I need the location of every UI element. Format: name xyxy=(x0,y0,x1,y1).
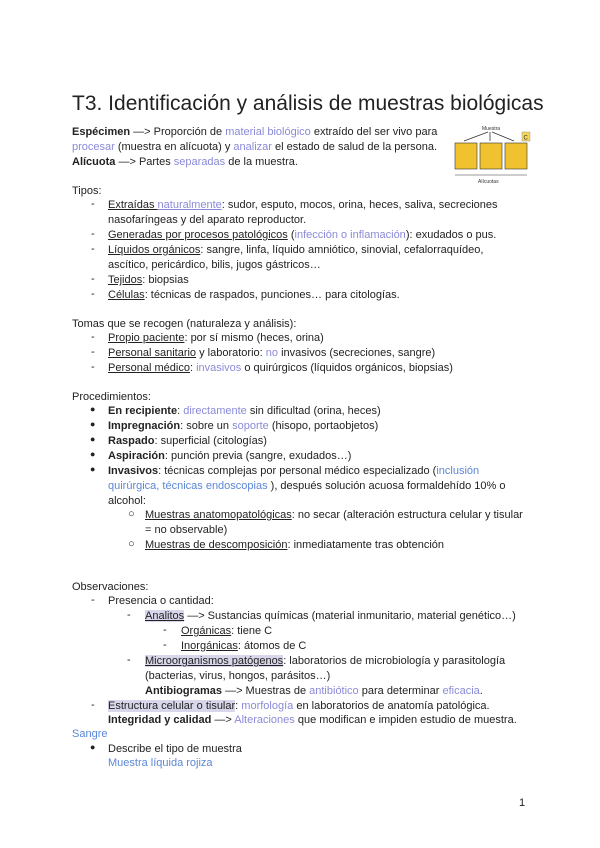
page-number: 1 xyxy=(519,797,526,809)
tipos-item-2: Generadas por procesos patológicos (infección o inflamación): exudados o pus. xyxy=(108,229,497,241)
bullet-marker: ● xyxy=(90,742,96,752)
sangre-bullet: Describe el tipo de muestra xyxy=(108,743,242,755)
list-dash: - xyxy=(91,699,95,711)
sangre-link[interactable]: Sangre xyxy=(72,728,108,740)
obs-integridad: Integridad y calidad —> Alteraciones que modifican e impiden estudio de muestra. xyxy=(108,714,517,726)
aliquot-figure xyxy=(452,123,532,185)
list-dash: - xyxy=(91,594,95,606)
page-title: T3. Identificación y análisis de muestras biológicas xyxy=(72,92,544,115)
tipos-item-5: Células: técnicas de raspados, punciones… para citologías. xyxy=(108,289,400,301)
figure-tag: C xyxy=(523,135,528,142)
tipos-item-3: Líquidos orgánicos: sangre, linfa, líquido amniótico, sinovial, cefalorraquídeo, xyxy=(108,244,484,256)
tipos-item-3-cont: ascítico, pericárdico, bilis, jugos gástricos… xyxy=(108,259,321,271)
obs-item-1: Presencia o cantidad: xyxy=(108,595,214,607)
proc-sub-2: Muestras de descomposición: inmediatamente tras obtención xyxy=(145,539,445,551)
list-dash: - xyxy=(127,609,131,621)
tomas-item-2: Personal sanitario y laboratorio: no invasivos (secreciones, sangre) xyxy=(108,347,436,359)
list-dash: - xyxy=(91,273,95,285)
tomas-heading: Tomas que se recogen (naturaleza y análisis): xyxy=(72,318,297,330)
obs-organicas: Orgánicas: tiene C xyxy=(181,625,273,637)
obs-antibiogramas: Antibiogramas —> Muestras de antibiótico para determinar eficacia. xyxy=(145,685,483,697)
tomas-item-1: Propio paciente: por sí mismo (heces, orina) xyxy=(108,332,324,344)
proc-item-4: Aspiración: punción previa (sangre, exudados…) xyxy=(108,450,352,462)
list-dash: - xyxy=(163,639,167,651)
proc-item-1: En recipiente: directamente sin dificultad (orina, heces) xyxy=(108,405,381,417)
figure-bottom-label: Alícuotas xyxy=(478,179,499,185)
bullet-marker: ● xyxy=(90,464,96,474)
especimen-line: Espécimen —> Proporción de material biológico extraído del ser vivo para xyxy=(72,126,438,138)
procedimientos-heading: Procedimientos: xyxy=(72,391,151,403)
inclusion-link[interactable]: inclusión xyxy=(436,465,480,477)
tipos-item-1: Extraídas naturalmente: sudor, esputo, mocos, orina, heces, saliva, secreciones xyxy=(108,199,498,211)
figure-top-label: Muestra xyxy=(482,126,501,132)
list-dash: - xyxy=(91,228,95,240)
tecnicas-link[interactable]: quirúrgica, técnicas endoscopias xyxy=(108,480,268,492)
proc-item-5-cont: quirúrgica, técnicas endoscopias ), después solución acuosa formaldehído 10% o xyxy=(108,480,506,492)
obs-micro-cont: (bacterias, virus, hongos, parásitos…) xyxy=(145,670,331,682)
proc-item-5: Invasivos: técnicas complejas por personal médico especializado (inclusión xyxy=(108,465,480,477)
obs-analitos: Analitos —> Sustancias químicas (material inmunitario, material genético…) xyxy=(145,610,516,622)
bullet-marker: ● xyxy=(90,434,96,444)
list-dash: - xyxy=(91,288,95,300)
tipos-heading: Tipos: xyxy=(72,185,102,197)
bullet-marker: ● xyxy=(90,404,96,414)
list-dash: - xyxy=(91,346,95,358)
obs-inorganicas: Inorgánicas: átomos de C xyxy=(181,640,307,652)
sangre-example: Muestra líquida rojiza xyxy=(108,757,213,769)
list-dash: - xyxy=(163,624,167,636)
proc-item-2: Impregnación: sobre un soporte (hisopo, portaobjetos) xyxy=(108,420,379,432)
list-dash: - xyxy=(91,198,95,210)
list-dash: - xyxy=(91,243,95,255)
proc-item-5-cont-2: alcohol: xyxy=(108,495,146,507)
list-dash: - xyxy=(127,654,131,666)
circle-marker: ○ xyxy=(128,538,135,550)
list-dash: - xyxy=(91,331,95,343)
bullet-marker: ● xyxy=(90,419,96,429)
obs-estructura: Estructura celular o tisular: morfología en laboratorios de anatomía patológica. xyxy=(108,700,490,712)
tomas-item-3: Personal médico: invasivos o quirúrgicos (líquidos orgánicos, biopsias) xyxy=(108,362,453,374)
aliquot-3 xyxy=(505,143,527,169)
list-dash: - xyxy=(91,361,95,373)
proc-sub-1: Muestras anatomopatológicas: no secar (alteración estructura celular y tisular xyxy=(145,509,523,521)
circle-marker: ○ xyxy=(128,508,135,520)
alicuota-line: Alícuota —> Partes separadas de la muestra. xyxy=(72,156,298,168)
aliquot-2 xyxy=(480,143,502,169)
obs-micro: Microorganismos patógenos: laboratorios de microbiología y parasitología xyxy=(145,655,506,667)
tipos-item-4: Tejidos: biopsias xyxy=(108,274,189,286)
especimen-line-2: procesar (muestra en alícuota) y analizar el estado de salud de la persona. xyxy=(72,141,438,153)
proc-sub-1-cont: = no observable) xyxy=(145,524,228,536)
aliquot-1 xyxy=(455,143,477,169)
proc-item-3: Raspado: superficial (citologías) xyxy=(108,435,267,447)
bullet-marker: ● xyxy=(90,449,96,459)
observaciones-heading: Observaciones: xyxy=(72,581,149,593)
tipos-item-1-cont: nasofaríngeas y del aparato reproductor. xyxy=(108,214,307,226)
